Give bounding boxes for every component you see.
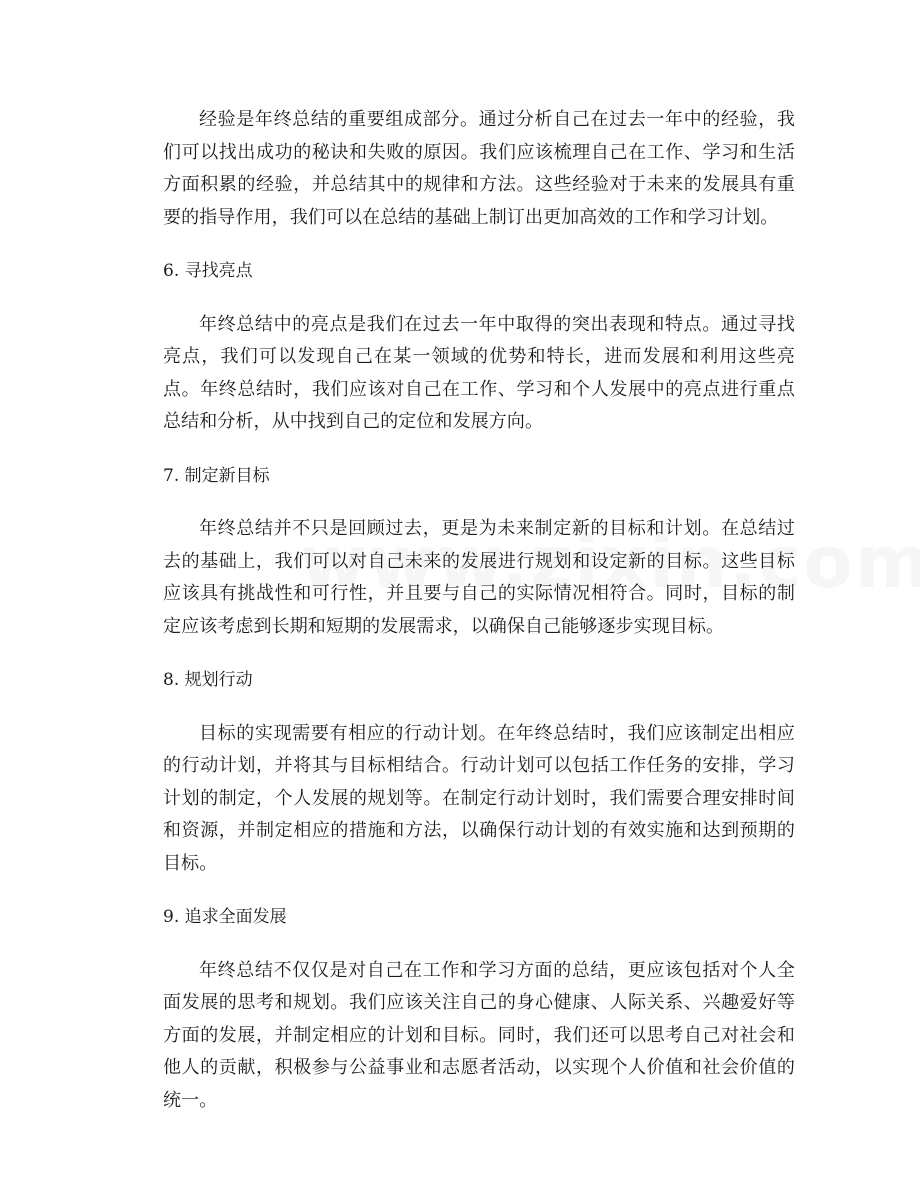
paragraph-plan-actions: 目标的实现需要有相应的行动计划。在年终总结时，我们应该制定出相应的行动计划，并将其与目标相结合。行动计划可以包括工作任务的安排，学习计划的制定，个人发展的规划等。在制定行动计划时，我们需要合理安排时间和资源，并制定相应的措施和方法，以确保行动计划的有效实施和达到预期的目标。 (163, 722, 795, 874)
paragraph-experience: 经验是年终总结的重要组成部分。通过分析自己在过去一年中的经验，我们可以找出成功的秘诀和失败的原因。我们应该梳理自己在工作、学习和生活方面积累的经验，并总结其中的规律和方法。这些经验对于未来的发展具有重要的指导作用，我们可以在总结的基础上制订出更加高效的工作和学习计划。 (163, 109, 795, 228)
paragraph-find-highlights: 年终总结中的亮点是我们在过去一年中取得的突出表现和特点。通过寻找亮点，我们可以发现自己在某一领域的优势和特长，进而发展和利用这些亮点。年终总结时，我们应该对自己在工作、学习和个人发展中的亮点进行重点总结和分析，从中找到自己的定位和发展方向。 (163, 313, 795, 432)
heading-find-highlights: 6. 寻找亮点 (163, 261, 253, 281)
heading-set-new-goals: 7. 制定新目标 (163, 465, 270, 486)
paragraph-all-round-development: 年终总结不仅仅是对自己在工作和学习方面的总结，更应该包括对个人全面发展的思考和规划。我们应该关注自己的身心健康、人际关系、兴趣爱好等方面的发展，并制定相应的计划和目标。同时，我们还可以思考自己对社会和他人的贡献，积极参与公益事业和志愿者活动，以实现个人价值和社会价值的统一。 (163, 959, 795, 1111)
document-body (163, 104, 795, 1117)
paragraph-set-new-goals: 年终总结并不只是回顾过去，更是为未来制定新的目标和计划。在总结过去的基础上，我们可以对自己未来的发展进行规划和设定新的目标。这些目标应该具有挑战性和可行性，并且要与自己的实际情况相符合。同时，目标的制定应该考虑到长期和短期的发展需求，以确保自己能够逐步实现目标。 (163, 518, 795, 637)
heading-plan-actions: 8. 规划行动 (163, 670, 253, 690)
heading-all-round-development: 9. 追求全面发展 (163, 907, 287, 927)
